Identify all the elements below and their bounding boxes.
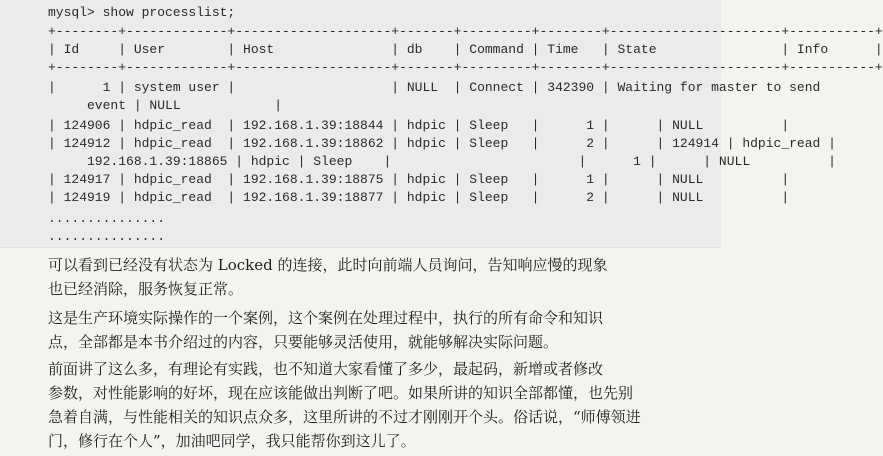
table-row-124912: | 124912 | hdpic_read | 192.168.1.39:18862 | hdpic | Sleep | 2 | | 124914 | hdpic_read |: [48, 136, 836, 151]
table-top-border: +--------+-------------+--------------------+-------+---------+--------+----------------------+-----------+: [48, 24, 883, 39]
paragraph-line-1: 可以看到已经没有状态为 Locked 的连接，此时向前端人员询问，告知响应慢的现象: [48, 256, 608, 274]
table-row-1-wrap: event | NULL |: [48, 98, 283, 113]
paragraph-line-3: 这是生产环境实际操作的一个案例，这个案例在处理过程中，执行的所有命令和知识: [48, 309, 604, 327]
table-row-124906: | 124906 | hdpic_read | 192.168.1.39:18844 | hdpic | Sleep | 1 | | NULL |: [48, 118, 790, 133]
table-row-124917: | 124917 | hdpic_read | 192.168.1.39:18875 | hdpic | Sleep | 1 | | NULL |: [48, 172, 790, 187]
table-row-1: | 1 | system user | | NULL | Connect | 342390 | Waiting for master to send: [48, 80, 821, 95]
table-row-124919: | 124919 | hdpic_read | 192.168.1.39:18877 | hdpic | Sleep | 2 | | NULL |: [48, 190, 790, 205]
table-row-124912-wrap: 192.168.1.39:18865 | hdpic | Sleep | | 1 | | NULL |: [48, 154, 836, 169]
paragraph-line-4: 点，全部都是本书介绍过的内容，只要能够灵活使用，就能够解决实际问题。: [48, 333, 559, 351]
paragraph-line-6: 参数，对性能影响的好坏，现在应该能做出判断了吧。如果所讲的知识全部都懂，也先别: [48, 384, 634, 402]
paragraph-line-8: 门，修行在个人”，加油吧同学，我只能帮你到这儿了。: [48, 432, 416, 450]
table-header-border: +--------+-------------+--------------------+-------+---------+--------+----------------------+-----------+: [48, 60, 883, 75]
paragraph-line-5: 前面讲了这么多，有理论有实践，也不知道大家看懂了多少，最起码，新增或者修改: [48, 360, 604, 378]
terminal-command-line: mysql> show processlist;: [48, 5, 236, 20]
ellipsis-line-1: ...............: [48, 211, 166, 226]
ellipsis-line-2: ...............: [48, 229, 166, 244]
table-header-row: | Id | User | Host | db | Command | Time | State | Info |: [48, 42, 883, 57]
paragraph-line-7: 急着自满，与性能相关的知识点众多，这里所讲的不过才刚刚开个头。俗话说，“师傅领进: [48, 408, 641, 426]
paragraph-line-2: 也已经消除，服务恢复正常。: [48, 280, 244, 298]
